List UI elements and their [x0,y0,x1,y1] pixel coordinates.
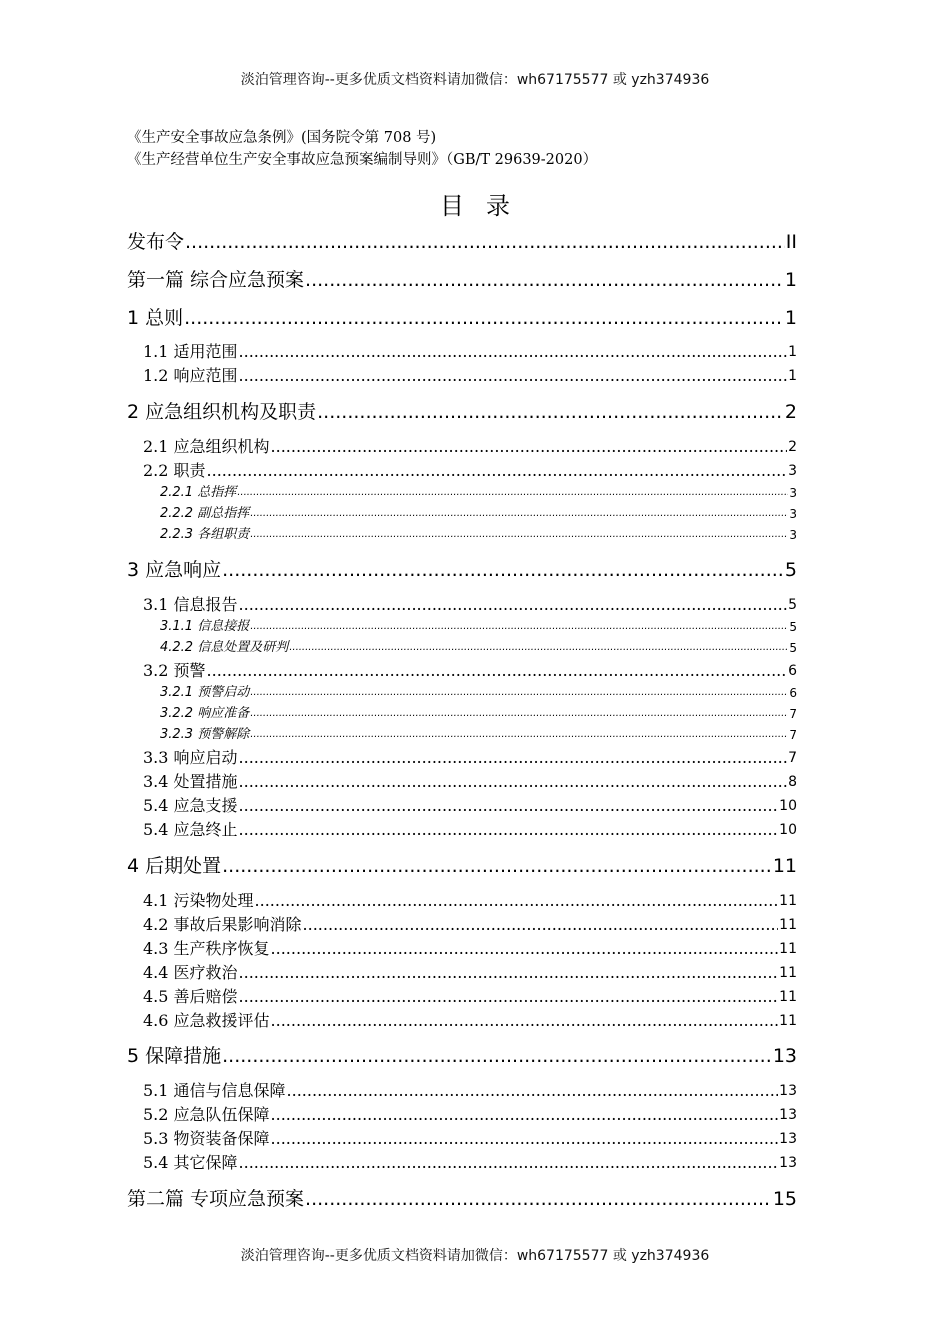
toc-leader-dots [250,618,788,636]
toc-leader-dots [185,229,785,255]
toc-entry-label: 2.2 职责 [143,461,206,480]
toc-entry-label: 5.4 其它保障 [143,1153,238,1172]
toc-entry-label: 4.4 医疗救治 [143,963,238,982]
toc-leader-dots [239,771,788,793]
toc-entry-page: 6 [788,663,797,679]
toc-entry[interactable] [160,705,797,723]
toc-leader-dots [287,1080,779,1102]
toc-entry-label: 3.3 响应启动 [143,748,238,767]
toc-entry[interactable] [127,399,797,425]
toc-leader-dots [239,594,788,616]
toc-entry-page: 13 [779,1131,797,1147]
toc-entry-label: 5.4 应急终止 [143,820,238,839]
toc-entry[interactable] [143,795,797,817]
toc-leader-dots [305,267,784,293]
toc-entry-label: 2.1 应急组织机构 [143,437,270,456]
toc-entry[interactable] [143,890,797,912]
toc-entry[interactable] [160,639,797,657]
toc-leader-dots [184,305,784,331]
toc-entry-label: 第二篇 专项应急预案 [127,1188,305,1210]
toc-entry[interactable] [143,914,797,936]
toc-entry-label: 2.2.2 副总指挥 [160,506,250,521]
toc-entry[interactable] [143,1152,797,1174]
toc-entry-page: 13 [779,1155,797,1171]
toc-entry-page: 2 [788,439,797,455]
toc-entry-page: 3 [789,507,797,521]
toc-entry-label: 4.1 污染物处理 [143,891,254,910]
page-footer: 淡泊管理咨询--更多优质文档资料请加微信：wh67175577 或 yzh374936 [240,1248,710,1264]
toc-entry-page: 3 [789,486,797,500]
toc-leader-dots [222,557,784,583]
toc-entry[interactable] [143,747,797,769]
toc-entry-label: 3.1 信息报告 [143,595,238,614]
toc-leader-dots [303,914,779,936]
toc-entry-label: 1 总则 [127,307,184,329]
toc-entry[interactable] [143,1080,797,1102]
toc-leader-dots [250,526,788,544]
reference-item: 《生产经营单位生产安全事故应急预案编制导则》（GB/T 29639-2020） [127,152,598,168]
toc-entry-page: 3 [788,463,797,479]
toc-entry[interactable] [127,557,797,583]
toc-entry-label: 第一篇 综合应急预案 [127,269,305,291]
toc-entry[interactable] [160,726,797,744]
toc-leader-dots [271,1128,779,1150]
toc-entry-page: II [785,231,797,253]
toc-entry[interactable] [160,526,797,544]
toc-leader-dots [271,938,779,960]
toc-entry[interactable] [143,819,797,841]
toc-entry[interactable] [143,1128,797,1150]
toc-entry-page: 7 [789,707,797,721]
toc-leader-dots [289,639,788,657]
toc-entry-page: 5 [788,597,797,613]
toc-entry-page: 11 [779,965,797,981]
toc-entry-label: 3.4 处置措施 [143,772,238,791]
toc-entry-label: 3.2.1 预警启动 [160,685,250,700]
toc-entry-label: 4.6 应急救援评估 [143,1011,270,1030]
toc-entry-label: 4 后期处置 [127,855,222,877]
toc-entry-page: 5 [789,620,797,634]
toc-entry-page: 1 [784,307,797,329]
toc-leader-dots [255,890,779,912]
toc-title: 目录 [440,192,532,220]
toc-leader-dots [271,1010,779,1032]
toc-entry-label: 5.4 应急支援 [143,796,238,815]
toc-leader-dots [271,1104,779,1126]
toc-entry-page: 8 [788,774,797,790]
toc-entry[interactable] [143,962,797,984]
toc-entry-label: 2.2.1 总指挥 [160,485,237,500]
toc-entry-label: 5.2 应急队伍保障 [143,1105,270,1124]
toc-entry[interactable] [160,684,797,702]
toc-entry-page: 13 [779,1107,797,1123]
toc-entry-label: 2.2.3 各组职责 [160,527,250,542]
toc-entry-label: 2 应急组织机构及职责 [127,401,317,423]
toc-entry[interactable] [143,1010,797,1032]
toc-leader-dots [250,705,788,723]
toc-leader-dots [239,986,779,1008]
toc-entry[interactable] [143,986,797,1008]
toc-entry[interactable] [143,1104,797,1126]
toc-entry-page: 1 [788,344,797,360]
toc-entry[interactable] [127,229,797,255]
toc-entry-page: 10 [779,798,797,814]
toc-entry-label: 4.3 生产秩序恢复 [143,939,270,958]
toc-leader-dots [222,1043,772,1069]
toc-entry-page: 1 [784,269,797,291]
toc-entry[interactable] [143,436,797,458]
toc-leader-dots [239,365,788,387]
toc-entry-page: 11 [779,917,797,933]
toc-entry[interactable] [143,594,797,616]
toc-entry-page: 5 [789,641,797,655]
toc-entry[interactable] [160,618,797,636]
toc-entry-page: 6 [789,686,797,700]
toc-entry[interactable] [160,505,797,523]
toc-entry-label: 5 保障措施 [127,1045,222,1067]
toc-entry-page: 11 [779,989,797,1005]
toc-leader-dots [222,853,772,879]
toc-entry-page: 13 [772,1045,797,1067]
toc-entry[interactable] [143,460,797,482]
toc-entry-label: 5.1 通信与信息保障 [143,1081,286,1100]
toc-entry-label: 3.1.1 信息接报 [160,619,250,634]
toc-leader-dots [305,1186,772,1212]
toc-entry-page: 2 [784,401,797,423]
toc-entry-page: 5 [784,559,797,581]
toc-entry-page: 1 [788,368,797,384]
toc-entry-page: 7 [789,728,797,742]
toc-entry-label: 5.3 物资装备保障 [143,1129,270,1148]
page-header: 淡泊管理咨询--更多优质文档资料请加微信：wh67175577 或 yzh374936 [240,72,710,88]
toc-entry-label: 4.2 事故后果影响消除 [143,915,302,934]
toc-entry[interactable] [143,341,797,363]
toc-entry[interactable] [143,660,797,682]
toc-entry-label: 3.2.2 响应准备 [160,706,250,721]
toc-entry-page: 7 [788,750,797,766]
toc-entry-page: 13 [779,1083,797,1099]
toc-entry[interactable] [127,853,797,879]
toc-entry[interactable] [127,305,797,331]
toc-leader-dots [237,484,788,502]
toc-entry[interactable] [127,1186,797,1212]
toc-entry[interactable] [143,771,797,793]
toc-entry[interactable] [127,267,797,293]
toc-entry-page: 11 [772,855,797,877]
toc-leader-dots [250,684,788,702]
toc-leader-dots [239,1152,779,1174]
reference-item: 《生产安全事故应急条例》(国务院令第 708 号) [127,130,437,146]
toc-leader-dots [207,660,788,682]
toc-leader-dots [271,436,788,458]
toc-entry-label: 4.2.2 信息处置及研判 [160,640,289,655]
toc-entry[interactable] [127,1043,797,1069]
toc-leader-dots [207,460,788,482]
toc-leader-dots [239,962,779,984]
toc-entry-label: 发布令 [127,231,185,253]
toc-entry-page: 11 [779,893,797,909]
toc-leader-dots [250,726,788,744]
toc-entry[interactable] [143,938,797,960]
toc-entry-label: 3.2 预警 [143,661,206,680]
toc-entry-label: 1.1 适用范围 [143,342,238,361]
toc-leader-dots [317,399,784,425]
toc-entry-page: 10 [779,822,797,838]
toc-entry-label: 3.2.3 预警解除 [160,727,250,742]
toc-entry-page: 15 [772,1188,797,1210]
toc-entry-label: 1.2 响应范围 [143,366,238,385]
toc-leader-dots [239,341,788,363]
toc-leader-dots [250,505,788,523]
toc-leader-dots [239,747,788,769]
toc-entry-label: 3 应急响应 [127,559,222,581]
toc-leader-dots [239,795,779,817]
toc-entry-page: 3 [789,528,797,542]
toc-leader-dots [239,819,779,841]
toc-entry[interactable] [160,484,797,502]
reference-list [127,127,597,171]
toc-entry-page: 11 [779,941,797,957]
toc-entry-page: 11 [779,1013,797,1029]
toc-entry[interactable] [143,365,797,387]
toc-entry-label: 4.5 善后赔偿 [143,987,238,1006]
